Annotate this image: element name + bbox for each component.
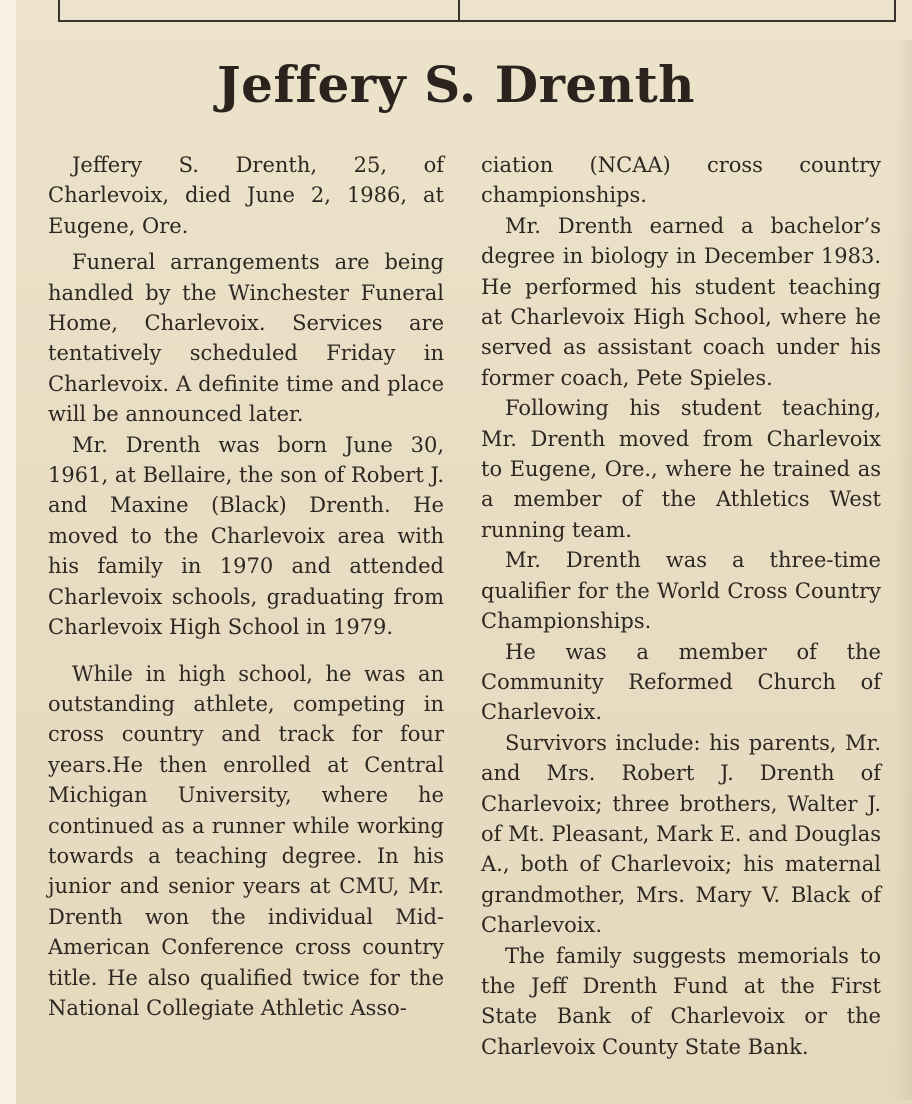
paragraph-world-cross-country: Mr. Drenth was a three-time qualifier for the World Cross Country Championships. bbox=[481, 548, 881, 634]
scan-edge bbox=[0, 0, 16, 1104]
paragraph-death-notice: Jeffery S. Drenth, 25, of Charlevoix, died June 2, 1986, at Eugene, Ore. bbox=[48, 153, 444, 238]
top-box-divider bbox=[458, 0, 460, 22]
paragraph-degree: Mr. Drenth earned a bachelor’s degree in biology in December 1983. He performed his student teaching at Charlevoix High School, where he served as assistant coach under his former coach, Pete Spieles. bbox=[481, 213, 881, 390]
paragraph-birth: Mr. Drenth was born June 30, 1961, at Bellaire, the son of Robert J. and Maxine (Black) Drenth. He moved to the Charlevoix area with his family in 1970 and attended Charlevoix schools, graduating from Charlevoix High School in 1979. bbox=[48, 432, 444, 640]
left-column bbox=[48, 150, 444, 1023]
obituary-headline: Jeffery S. Drenth bbox=[216, 55, 696, 114]
paragraph-survivors: Survivors include: his parents, Mr. and Mrs. Robert J. Drenth of Charlevoix; three brothers, Walter J. of Mt. Pleasant, Mark E. and Douglas A., both of Charlevoix; his maternal grandmother, Mrs. Mary V. Black of Charlevoix. bbox=[481, 730, 881, 938]
paragraph-ncaa-continued: ciation (NCAA) cross country championships. bbox=[481, 153, 881, 208]
top-border-box bbox=[58, 0, 896, 22]
paragraph-church: He was a member of the Community Reformed Church of Charlevoix. bbox=[481, 639, 881, 725]
right-column bbox=[481, 150, 881, 1062]
paragraph-eugene: Following his student teaching, Mr. Drenth moved from Charlevoix to Eugene, Ore., where he trained as a member of the Athletics West running team. bbox=[481, 396, 881, 542]
paragraph-funeral: Funeral arrangements are being handled by the Winchester Funeral Home, Charlevoix. Services are tentatively scheduled Friday in Charlevoix. A definite time and place will be announced later. bbox=[48, 250, 444, 427]
paragraph-memorials: The family suggests memorials to the Jeff Drenth Fund at the First State Bank of Charlevoix or the Charlevoix County State Bank. bbox=[481, 943, 881, 1059]
paragraph-athletics: While in high school, he was an outstanding athlete, competing in cross country and track for four years.He then enrolled at Central Michigan University, where he continued as a runner while working towards a teaching degree. In his junior and senior years at CMU, Mr. Drenth won the individual Mid-American Conference cross country title. He also qualified twice for the National Collegiate Athletic Asso- bbox=[48, 661, 444, 1020]
bleed-through-shadow bbox=[894, 40, 912, 1100]
